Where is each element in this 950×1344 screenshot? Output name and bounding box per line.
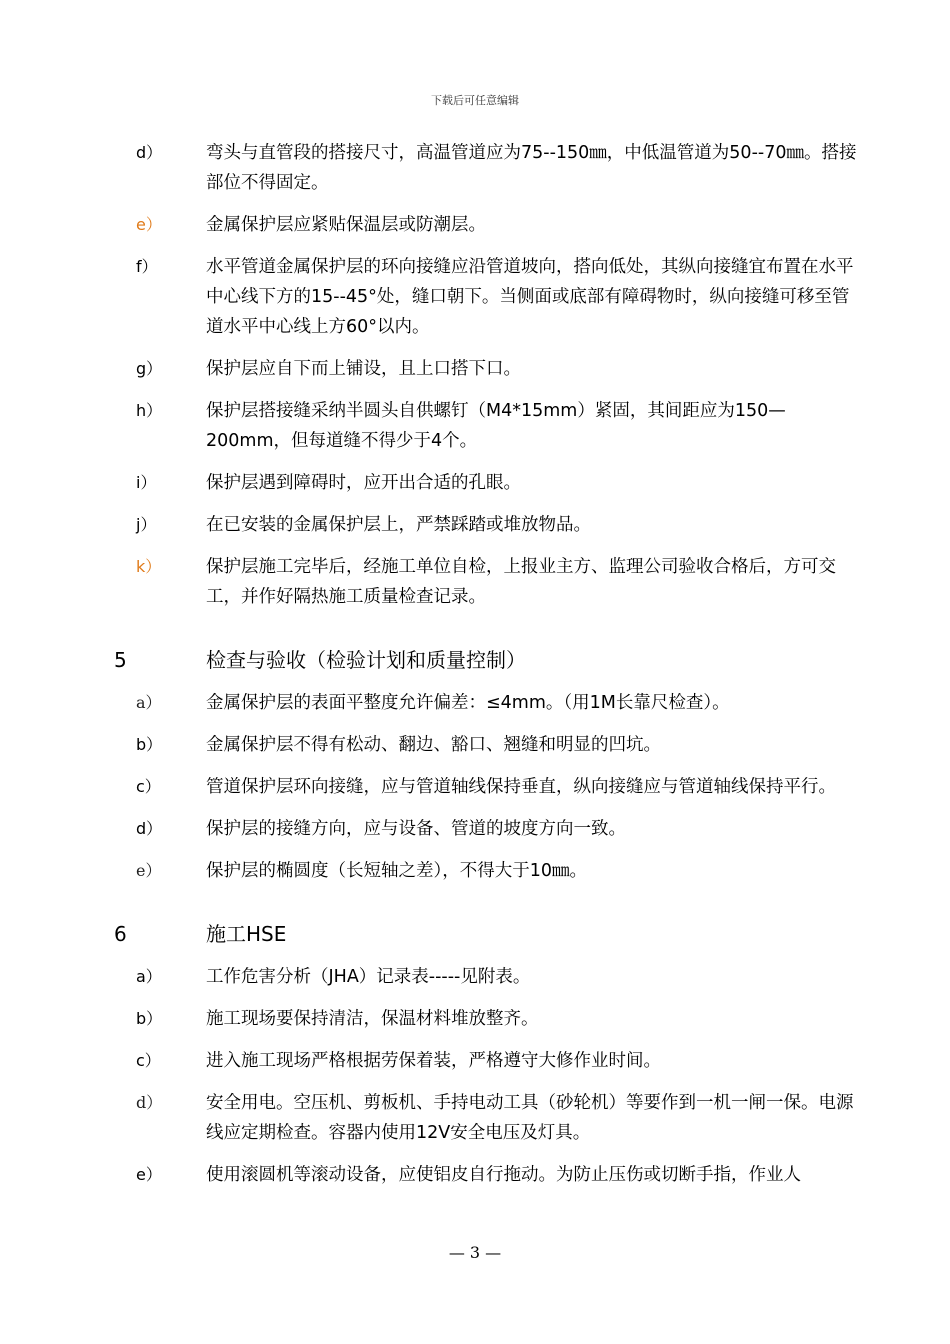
list-item xyxy=(0,1046,950,1076)
item-label: d） xyxy=(136,143,163,162)
list-item xyxy=(0,814,950,844)
item-label: b） xyxy=(136,735,163,754)
list-item xyxy=(0,688,950,718)
section-heading xyxy=(0,642,950,678)
list-item xyxy=(0,468,950,498)
item-label: k） xyxy=(136,557,162,576)
list-item xyxy=(0,396,950,456)
item-text: 工作危害分析（JHA）记录表-----见附表。 xyxy=(206,967,531,987)
list-item xyxy=(0,138,950,198)
item-label: d） xyxy=(136,819,163,838)
item-label: e） xyxy=(136,215,162,234)
section-title: 施工HSE xyxy=(206,922,287,946)
page-number: — 3 — xyxy=(448,1243,502,1262)
page-header: 下载后可任意编辑 xyxy=(431,94,519,107)
document-body xyxy=(0,138,950,1202)
list-item xyxy=(0,772,950,802)
item-text: 在已安装的金属保护层上，严禁踩踏或堆放物品。 xyxy=(206,515,591,535)
item-label: f） xyxy=(136,257,158,276)
list-item xyxy=(0,1160,950,1190)
item-label: c） xyxy=(136,1051,161,1070)
item-label: e） xyxy=(136,861,162,880)
item-label: j） xyxy=(136,515,157,534)
item-text: 保护层的椭圆度（长短轴之差），不得大于10㎜。 xyxy=(206,861,588,881)
list-item xyxy=(0,856,950,886)
item-text: 水平管道金属保护层的环向接缝应沿管道坡向，搭向低处，其纵向接缝宜布置在水平中心线下方的15--45°处，缝口朝下。当侧面或底部有障碍物时，纵向接缝可移至管道水平中心线上方60°以内。 xyxy=(206,257,854,337)
item-label: c） xyxy=(136,777,161,796)
item-label: b） xyxy=(136,1009,163,1028)
item-text: 金属保护层不得有松动、翻边、豁口、翘缝和明显的凹坑。 xyxy=(206,735,661,755)
item-label: a） xyxy=(136,967,162,986)
item-text: 弯头与直管段的搭接尺寸，高温管道应为75--150㎜，中低温管道为50--70㎜。搭接部位不得固定。 xyxy=(206,143,857,193)
item-text: 保护层遇到障碍时，应开出合适的孔眼。 xyxy=(206,473,521,493)
section-heading xyxy=(0,916,950,952)
item-text: 管道保护层环向接缝，应与管道轴线保持垂直，纵向接缝应与管道轴线保持平行。 xyxy=(206,777,836,797)
item-text: 保护层搭接缝采纳半圆头自供螺钉（M4*15mm）紧固，其间距应为150—200mm，但每道缝不得少于4个。 xyxy=(206,401,786,451)
section-number: 5 xyxy=(114,648,127,672)
item-label: d） xyxy=(136,1093,163,1112)
item-label: i） xyxy=(136,473,157,492)
item-label: h） xyxy=(136,401,163,420)
list-item xyxy=(0,1004,950,1034)
list-item xyxy=(0,252,950,342)
item-label: e） xyxy=(136,1165,162,1184)
list-item xyxy=(0,552,950,612)
item-text: 使用滚圆机等滚动设备，应使铝皮自行拖动。为防止压伤或切断手指，作业人 xyxy=(206,1165,801,1185)
list-item xyxy=(0,1088,950,1148)
item-text: 保护层应自下而上铺设，且上口搭下口。 xyxy=(206,359,521,379)
item-label: g） xyxy=(136,359,163,378)
section-number: 6 xyxy=(114,922,127,946)
item-text: 保护层施工完毕后，经施工单位自检，上报业主方、监理公司验收合格后，方可交工，并作好隔热施工质量检查记录。 xyxy=(206,557,836,607)
list-item xyxy=(0,510,950,540)
list-item xyxy=(0,730,950,760)
list-item xyxy=(0,962,950,992)
section-title: 检查与验收（检验计划和质量控制） xyxy=(206,648,526,672)
list-item xyxy=(0,354,950,384)
item-text: 金属保护层的表面平整度允许偏差：≤4mm。（用1M长靠尺检查）。 xyxy=(206,693,730,713)
item-label: a） xyxy=(136,693,162,712)
item-text: 施工现场要保持清洁，保温材料堆放整齐。 xyxy=(206,1009,539,1029)
item-text: 进入施工现场严格根据劳保着装，严格遵守大修作业时间。 xyxy=(206,1051,661,1071)
item-text: 安全用电。空压机、剪板机、手持电动工具（砂轮机）等要作到一机一闸一保。电源线应定期检查。容器内使用12V安全电压及灯具。 xyxy=(206,1093,854,1143)
list-item xyxy=(0,210,950,240)
item-text: 保护层的接缝方向，应与设备、管道的坡度方向一致。 xyxy=(206,819,626,839)
item-text: 金属保护层应紧贴保温层或防潮层。 xyxy=(206,215,486,235)
